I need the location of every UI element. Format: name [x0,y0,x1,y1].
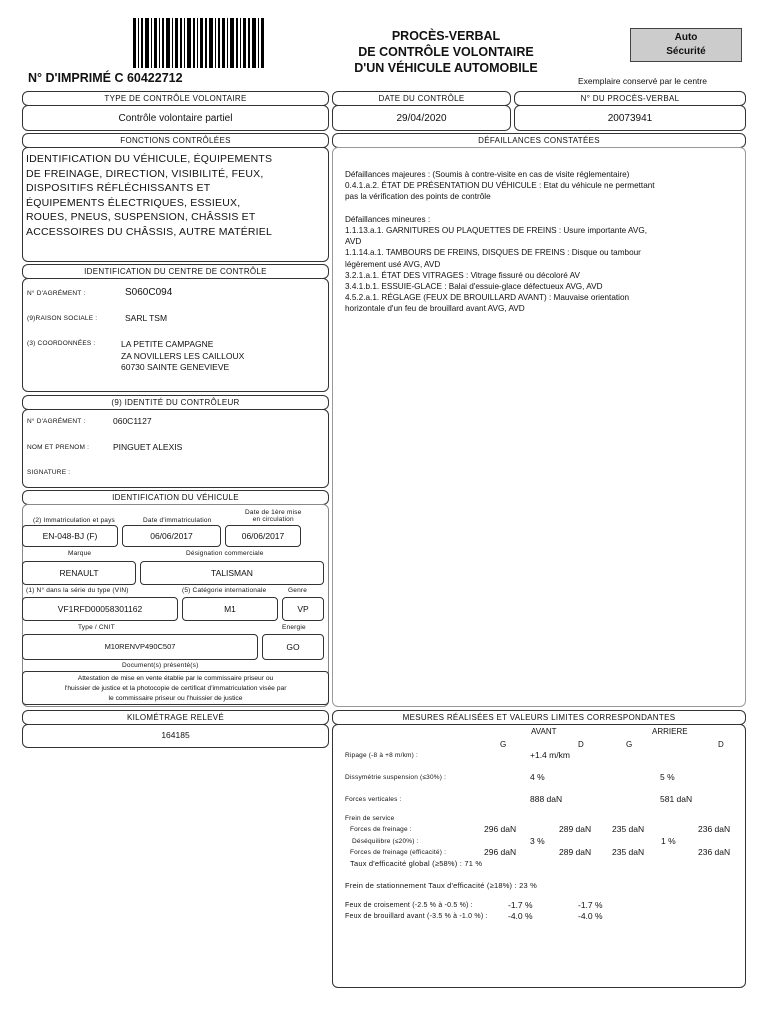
forces-freinage-label: Forces de freinage : [350,826,412,833]
date-immat-value: 06/06/2017 [122,525,221,547]
feux-brouillard-d: -4.0 % [578,911,603,921]
defaillances-header: DÉFAILLANCES CONSTATÉES [332,133,746,148]
copy-note: Exemplaire conservé par le centre [578,76,707,86]
type-cnit-label: Type / CNIT [78,624,115,631]
designation-value: TALISMAN [140,561,324,585]
dissym-avant: 4 % [530,772,545,782]
title-line-1: PROCÈS-VERBAL [391,29,501,43]
centre-raison-label: (9)RAISON SOCIALE : [27,315,98,322]
arriere-heading: ARRIERE [652,727,688,736]
kilometrage-box [22,724,329,748]
date-immat-label: Date d'immatriculation [143,517,212,524]
categorie-value: M1 [182,597,278,621]
avant-d-heading: D [578,740,584,749]
controleur-signature-label: SIGNATURE : [27,469,71,476]
type-controle-header: TYPE DE CONTRÔLE VOLONTAIRE [22,91,329,106]
controleur-nom-value: PINGUET ALEXIS [113,442,183,452]
defaillances-text: Défaillances majeures : (Soumis à contre-visite en cas de visite réglementaire) 0.4.1.a.2. ÉTAT DE PRÉSENTATION DU VÉHICULE : Etat du véhicule ne permettant pas la vérification des points de contrôle Défaillances mineures : 1.1.13.a.1. GARNITURES OU PLAQUETTES DE FREINS : Usure importante AVG, AVD 1.1.14.a.1. TAMBOURS DE FREINS, DISQUES DE FREINS : Disque ou tambour légèrement usé AVG, AVD 3.2.1.a.1. ÉTAT DES VITRAGES : Vitrage fissuré ou décoloré AV 3.4.1.b.1. ESSUIE-GLACE : Balai d'essuie-glace défectueux AVG, AVD 4.5.2.a.1. RÉGLAGE (FEUX DE BROUILLARD AVANT) : Mauvaise orientation horizontale d'un feu de brouillard avant AVG, AVD [345,170,655,314]
ripage-label: Ripage (-8 à +8 m/km) : [345,752,419,759]
freinage-avant-g: 296 daN [484,824,517,834]
auto-securite-badge [630,28,742,62]
vin-value: VF1RFD00058301162 [22,597,178,621]
pv-number-header: N° DU PROCÈS-VERBAL [514,91,746,106]
controleur-nom-label: NOM ET PRENOM : [27,444,90,451]
forces-verticales-arriere: 581 daN [660,794,693,804]
controleur-agrement-label: N° D'AGRÉMENT : [27,418,86,425]
type-controle-box [22,105,329,131]
date-controle-value: 29/04/2020 [396,113,447,124]
freinage-eff-arriere-d: 236 daN [698,847,731,857]
controleur-box [22,409,329,488]
energie-value: GO [262,634,324,660]
documents-value: Attestation de mise en vente établie par le commissaire priseur ou l'huissier de justice et la photocopie de certificat d'immatriculation visée par le commissaire priseur ou l'huissier de justice [22,671,329,705]
barcode [133,18,265,68]
marque-value: RENAULT [22,561,136,585]
forces-freinage-efficacite-label: Forces de freinage (efficacité) : [350,849,447,856]
feux-croisement-d: -1.7 % [578,900,603,910]
arriere-g-heading: G [626,740,633,749]
date-circ-label: Date de 1ère mise en circulation [245,509,302,523]
feux-brouillard-label: Feux de brouillard avant (-3.5 % à -1.0 %) : [345,913,488,920]
feux-croisement-label: Feux de croisement (-2.5 % à -0.5 %) : [345,902,473,909]
centre-agrement-label: N° D'AGRÉMENT : [27,290,86,297]
categorie-label: (5) Catégorie internationale [182,587,267,594]
forces-verticales-avant: 888 daN [530,794,563,804]
freinage-eff-avant-g: 296 daN [484,847,517,857]
dissym-label: Dissymétrie suspension (≤30%) : [345,774,447,781]
designation-label: Désignation commerciale [186,550,264,557]
freinage-avant-d: 289 daN [559,824,592,834]
desequilibre-arriere: 1 % [661,836,676,846]
ripage-value: +1.4 m/km [530,750,570,760]
avant-heading: AVANT [531,727,557,736]
controleur-header: (9) IDENTITÉ DU CONTRÔLEUR [22,395,329,410]
pv-number-value: 20073941 [607,113,653,124]
marque-label: Marque [68,550,92,557]
desequilibre-avant: 3 % [530,836,545,846]
fonctions-box [22,147,329,262]
documents-label: Document(s) présenté(s) [122,662,199,669]
date-controle-header: DATE DU CONTRÔLE [332,91,511,106]
frein-service-label: Frein de service [345,815,395,822]
avant-g-heading: G [500,740,507,749]
genre-label: Genre [288,587,308,594]
pv-number-box [514,105,746,131]
feux-croisement-g: -1.7 % [508,900,533,910]
vehicule-header: IDENTIFICATION DU VÉHICULE [22,490,329,505]
desequilibre-label: Déséquilibre (≤20%) : [352,838,419,845]
fonctions-text: IDENTIFICATION DU VÉHICULE, ÉQUIPEMENTS DE FREINAGE, DIRECTION, VISIBILITÉ, FEUX, DISPOSITIFS RÉFLÉCHISSANTS ET ÉQUIPEMENTS ÉLECTRIQUES, ESSIEUX, ROUES, PNEUS, SUSPENSION, CHÂSSIS ET ACCESSOIRES DU CHÂSSIS, AUTRE MATÉRIEL [26,153,273,238]
date-circ-value: 06/06/2017 [225,525,301,547]
feux-brouillard-g: -4.0 % [508,911,533,921]
type-cnit-value: M10RENVP490C507 [22,634,258,660]
badge-line-1: Auto [674,32,698,43]
controleur-agrement-value: 060C1127 [113,416,152,426]
freinage-arriere-d: 236 daN [698,824,731,834]
centre-header: IDENTIFICATION DU CENTRE DE CONTRÔLE [22,264,329,279]
forces-verticales-label: Forces verticales : [345,796,402,803]
immat-label: (2) Immatriculation et pays [33,517,115,524]
type-controle-value: Contrôle volontaire partiel [118,113,233,124]
centre-coord-label: (3) COORDONNÉES : [27,340,96,347]
mesures-header: MESURES RÉALISÉES ET VALEURS LIMITES CORRESPONDANTES [332,710,746,725]
dissym-arriere: 5 % [660,772,675,782]
taux-efficacite-global: Taux d'efficacité global (≥58%) : 71 % [350,859,483,868]
vin-label: (1) N° dans la série du type (VIN) [26,587,129,594]
centre-coord-value: LA PETITE CAMPAGNE ZA NOVILLERS LES CAILLOUX 60730 SAINTE GENEVIEVE [121,339,245,372]
date-controle-box [332,105,511,131]
immat-value: EN-048-BJ (F) [22,525,118,547]
kilometrage-header: KILOMÉTRAGE RELEVÉ [22,710,329,725]
defaillances-box [332,147,746,707]
badge-line-2: Sécurité [666,46,706,57]
freinage-arriere-g: 235 daN [612,824,645,834]
mesures-box [332,724,746,988]
title-line-3: D'UN VÉHICULE AUTOMOBILE [354,61,538,75]
arriere-d-heading: D [718,740,724,749]
kilometrage-value: 164185 [161,730,190,740]
freinage-eff-arriere-g: 235 daN [612,847,645,857]
genre-value: VP [282,597,324,621]
document-title [330,28,562,76]
centre-raison-value: SARL TSM [125,313,168,323]
fonctions-header: FONCTIONS CONTRÔLÉES [22,133,329,148]
title-line-2: DE CONTRÔLE VOLONTAIRE [358,45,534,59]
centre-agrement-value: S060C094 [125,287,173,298]
energie-label: Energie [282,624,306,631]
frein-stationnement: Frein de stationnement Taux d'efficacité (≥18%) : 23 % [345,881,538,890]
centre-box [22,278,329,392]
imprime-number: N° D'IMPRIMÉ C 60422712 [28,71,183,85]
freinage-eff-avant-d: 289 daN [559,847,592,857]
